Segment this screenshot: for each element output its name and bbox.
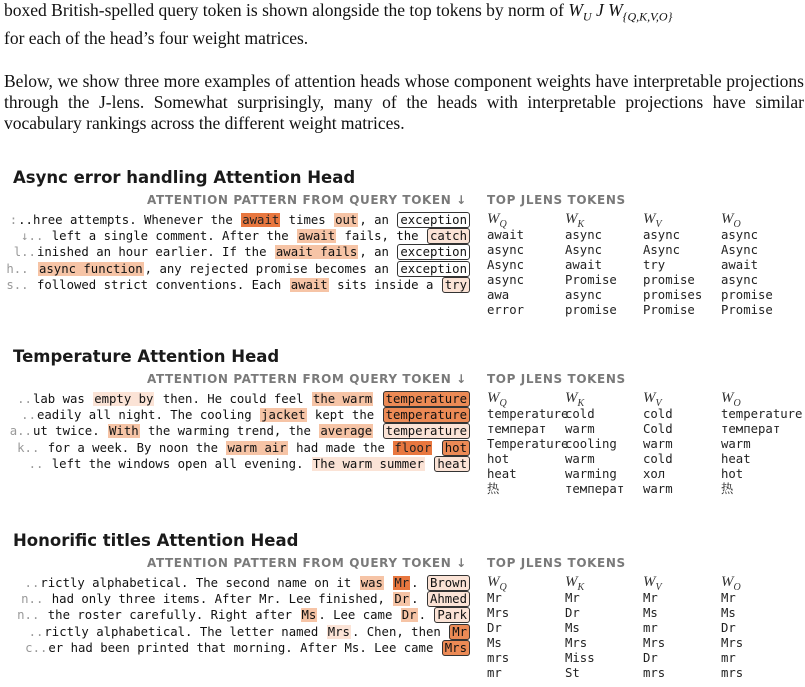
jlens-column bbox=[721, 210, 801, 318]
attention-row bbox=[0, 261, 470, 277]
jlens-token: Temperature bbox=[487, 437, 569, 451]
attention-row bbox=[0, 407, 470, 423]
jlens-token: температ bbox=[487, 422, 547, 436]
token: followed strict conventions. Each bbox=[29, 277, 289, 292]
token: Ms bbox=[301, 608, 317, 623]
token: With bbox=[109, 424, 139, 439]
token: for a week. By noon the bbox=[40, 440, 226, 455]
weight-label: $W_V$ bbox=[643, 390, 662, 409]
token: rictly alphabetical. The letter named bbox=[44, 624, 326, 639]
token bbox=[373, 424, 382, 438]
jlens-token: Dr bbox=[643, 651, 658, 665]
weight-label: $W_O$ bbox=[721, 574, 741, 593]
jlens-token: mr bbox=[487, 666, 502, 680]
jlens-column bbox=[487, 210, 567, 318]
jlens-token: hot bbox=[721, 467, 744, 481]
weight-label: $W_V$ bbox=[643, 211, 662, 230]
jlens-token: cold bbox=[565, 407, 595, 421]
token: Mrs bbox=[327, 624, 350, 639]
token: await bbox=[290, 277, 328, 292]
row-prefix: a.. bbox=[9, 424, 32, 439]
query-token: Ahmed bbox=[427, 591, 470, 607]
jlens-token: Mr bbox=[565, 591, 580, 605]
token bbox=[432, 441, 441, 455]
jlens-token: warm bbox=[721, 437, 751, 451]
token: Dr bbox=[401, 608, 417, 623]
jlens-token: Promise bbox=[721, 303, 773, 317]
jlens-token: temperature bbox=[487, 407, 569, 421]
token: , an bbox=[359, 213, 397, 227]
token bbox=[29, 262, 38, 276]
attention-row bbox=[0, 244, 470, 260]
attention-pattern-header: ATTENTION PATTERN FROM QUERY TOKEN ↓ bbox=[147, 372, 467, 386]
query-token: temperature bbox=[383, 423, 470, 439]
jlens-token: Miss bbox=[565, 651, 595, 665]
jlens-token: promises bbox=[643, 288, 703, 302]
token: . bbox=[411, 592, 426, 607]
token: sits inside a bbox=[329, 277, 441, 292]
token bbox=[425, 457, 434, 471]
jlens-token: температ bbox=[721, 422, 781, 436]
jlens-token: 热 bbox=[721, 482, 734, 496]
head-title: Temperature Attention Head bbox=[13, 347, 280, 366]
row-prefix: .. bbox=[17, 392, 32, 406]
token: The warm summer bbox=[312, 456, 424, 471]
query-token: Mr bbox=[449, 624, 470, 640]
jlens-token: Dr bbox=[721, 621, 736, 635]
jlens-token: async bbox=[643, 228, 681, 242]
weight-label: $W_Q$ bbox=[487, 574, 507, 593]
token: . Chen, then bbox=[351, 624, 449, 639]
jlens-token: Mr bbox=[721, 591, 736, 605]
row-prefix: .. bbox=[24, 576, 40, 590]
jlens-token: хол bbox=[643, 467, 666, 481]
row-prefix: n.. bbox=[21, 592, 44, 607]
row-prefix: l.. bbox=[13, 245, 36, 260]
attention-row bbox=[0, 624, 470, 640]
jlens-token: Mrs bbox=[565, 636, 588, 650]
row-prefix: h.. bbox=[6, 261, 29, 276]
weight-label: $W_K$ bbox=[565, 390, 585, 409]
jlens-token: cold bbox=[643, 452, 673, 466]
token: async function bbox=[38, 261, 143, 276]
query-token: Park bbox=[434, 607, 470, 623]
jlens-token: promise bbox=[721, 288, 773, 302]
jlens-token: async bbox=[721, 228, 759, 242]
query-token: exception bbox=[397, 244, 470, 260]
jlens-token: mrs bbox=[721, 666, 744, 680]
token: had only three items. After Mr. Lee finished, bbox=[44, 592, 393, 607]
jlens-column bbox=[643, 210, 723, 318]
token: out bbox=[335, 213, 358, 227]
attention-rows bbox=[0, 575, 470, 656]
token: inished an hour earlier. If the bbox=[36, 245, 274, 260]
jlens-token: температ bbox=[565, 482, 625, 496]
token: lab was bbox=[32, 392, 93, 406]
jlens-token: mr bbox=[643, 621, 658, 635]
token: had made the bbox=[288, 440, 393, 455]
token: times bbox=[281, 213, 334, 227]
query-token: heat bbox=[434, 456, 470, 472]
attention-row bbox=[0, 591, 470, 607]
jlens-token: Ms bbox=[721, 606, 736, 620]
token: , an bbox=[359, 245, 397, 260]
jlens-token: Async bbox=[487, 258, 525, 272]
attention-row bbox=[0, 640, 470, 656]
jlens-token: cooling bbox=[565, 437, 617, 451]
query-token: temperature bbox=[383, 407, 470, 423]
jlens-token: async bbox=[487, 243, 525, 257]
jlens-column bbox=[721, 389, 801, 497]
intro-text bbox=[4, 0, 804, 134]
row-prefix: .. bbox=[21, 408, 36, 423]
token: . bbox=[411, 576, 426, 590]
jlens-token: async bbox=[565, 288, 603, 302]
jlens-token: Promise bbox=[565, 273, 617, 287]
jlens-column bbox=[565, 210, 645, 318]
jlens-token: Ms bbox=[487, 636, 502, 650]
jlens-token: mr bbox=[721, 651, 736, 665]
jlens-token: async bbox=[721, 273, 759, 287]
jlens-token: heat bbox=[721, 452, 751, 466]
jlens-column bbox=[565, 389, 645, 497]
token: Dr bbox=[394, 592, 410, 607]
jlens-token: Dr bbox=[487, 621, 502, 635]
jlens-token: Mr bbox=[487, 591, 502, 605]
jlens-token: async bbox=[487, 273, 525, 287]
query-token: hot bbox=[442, 440, 470, 456]
jlens-token: Ms bbox=[643, 606, 658, 620]
jlens-token: await bbox=[721, 258, 759, 272]
query-token: Brown bbox=[427, 575, 470, 591]
jlens-token: hot bbox=[487, 452, 510, 466]
jlens-token: promise bbox=[565, 303, 617, 317]
token: . bbox=[418, 608, 434, 623]
jlens-token: warm bbox=[565, 452, 595, 466]
token: rictly alphabetical. The second name on it bbox=[40, 576, 359, 590]
jlens-token: temperature bbox=[721, 407, 803, 421]
row-prefix: k.. bbox=[17, 440, 40, 455]
jlens-column bbox=[487, 389, 567, 497]
intro-paragraph-2: Below, we show three more examples of attention heads whose component weights have interpretable projections through the J-lens. Somewhat surprisingly, many of the heads with interpretable projections have similar vocabulary rankings across the different weight matrices. bbox=[4, 70, 804, 133]
jlens-token: warming bbox=[565, 467, 617, 481]
token: . Lee came bbox=[318, 608, 400, 623]
jlens-token: Promise bbox=[643, 303, 695, 317]
attention-row bbox=[0, 391, 470, 407]
weight-label: $W_K$ bbox=[565, 574, 585, 593]
token: floor bbox=[394, 440, 432, 455]
token: the warm bbox=[312, 392, 373, 406]
attention-row bbox=[0, 228, 470, 244]
row-prefix: .. bbox=[28, 624, 44, 639]
row-prefix: .. bbox=[28, 456, 44, 471]
jlens-token: heat bbox=[487, 467, 517, 481]
query-token: exception bbox=[397, 261, 470, 277]
token: jacket bbox=[261, 408, 306, 423]
token: ..hree attempts. Whenever the bbox=[18, 213, 241, 227]
token: left the windows open all evening. bbox=[44, 456, 311, 471]
attention-rows bbox=[0, 212, 470, 293]
token: then. He could feel bbox=[155, 392, 311, 406]
jlens-token: Cold bbox=[643, 422, 673, 436]
token: , any rejected promise becomes an bbox=[144, 261, 397, 276]
token: kept the bbox=[307, 408, 382, 423]
token: the warming trend, the bbox=[140, 424, 319, 439]
weight-label: $W_O$ bbox=[721, 390, 741, 409]
jlens-token: St bbox=[565, 666, 580, 680]
intro-p1-line2: for each of the head’s four weight matrices. bbox=[4, 27, 309, 48]
token: warm air bbox=[227, 440, 287, 455]
weight-label: $W_O$ bbox=[721, 211, 741, 230]
attention-row bbox=[0, 212, 470, 228]
jlens-token: 热 bbox=[487, 482, 500, 496]
jlens-token: warm bbox=[643, 482, 673, 496]
token: fails, the bbox=[337, 229, 426, 244]
token: eadily all night. The cooling bbox=[36, 408, 260, 423]
intro-math: $W_U$ J $W_{\{Q,K,V,O\}}$ bbox=[568, 0, 673, 24]
jlens-header: TOP JLENS TOKENS bbox=[487, 372, 626, 386]
attention-row bbox=[0, 575, 470, 591]
token: empty by bbox=[94, 392, 154, 406]
token: the roster carefully. Right after bbox=[40, 608, 300, 623]
jlens-column bbox=[643, 389, 723, 497]
jlens-header: TOP JLENS TOKENS bbox=[487, 556, 626, 570]
token: await bbox=[242, 213, 280, 227]
attention-rows bbox=[0, 391, 470, 472]
token: await bbox=[298, 229, 336, 244]
jlens-token: Async bbox=[565, 243, 603, 257]
row-prefix: n.. bbox=[17, 608, 40, 623]
row-prefix: ↓.. bbox=[21, 229, 44, 244]
attention-row bbox=[0, 456, 470, 472]
jlens-token: mrs bbox=[487, 651, 510, 665]
token: ut twice. bbox=[32, 424, 108, 439]
jlens-token: error bbox=[487, 303, 525, 317]
query-token: try bbox=[442, 277, 470, 293]
token: average bbox=[320, 424, 373, 439]
attention-row bbox=[0, 423, 470, 439]
jlens-token: Async bbox=[643, 243, 681, 257]
jlens-token: Mr bbox=[643, 591, 658, 605]
query-token: exception bbox=[397, 212, 470, 228]
token: left a single comment. After the bbox=[44, 229, 297, 244]
query-token: catch bbox=[427, 228, 470, 244]
jlens-column bbox=[487, 573, 567, 681]
token bbox=[384, 576, 393, 590]
jlens-token: Mrs bbox=[487, 606, 510, 620]
weight-label: $W_Q$ bbox=[487, 390, 507, 409]
jlens-column bbox=[721, 573, 801, 681]
jlens-token: cold bbox=[643, 407, 673, 421]
jlens-token: promise bbox=[643, 273, 695, 287]
token: was bbox=[360, 576, 383, 590]
jlens-token: mrs bbox=[643, 666, 666, 680]
jlens-header: TOP JLENS TOKENS bbox=[487, 193, 626, 207]
weight-label: $W_K$ bbox=[565, 211, 585, 230]
token bbox=[373, 392, 382, 406]
head-title: Honorific titles Attention Head bbox=[13, 531, 299, 550]
token: er had been printed that morning. After Ms. Lee came bbox=[48, 640, 441, 655]
token: Mr bbox=[394, 576, 410, 590]
weight-label: $W_Q$ bbox=[487, 211, 507, 230]
jlens-token: warm bbox=[643, 437, 673, 451]
jlens-token: Mrs bbox=[721, 636, 744, 650]
jlens-token: Ms bbox=[565, 621, 580, 635]
jlens-token: async bbox=[565, 228, 603, 242]
row-prefix: s.. bbox=[6, 277, 29, 292]
jlens-token: Async bbox=[721, 243, 759, 257]
attention-row bbox=[0, 440, 470, 456]
weight-label: $W_V$ bbox=[643, 574, 662, 593]
token: await fails bbox=[275, 245, 358, 260]
head-title: Async error handling Attention Head bbox=[13, 168, 356, 187]
jlens-token: Mrs bbox=[643, 636, 666, 650]
query-token: temperature bbox=[383, 391, 470, 407]
attention-row bbox=[0, 277, 470, 293]
jlens-token: await bbox=[565, 258, 603, 272]
jlens-token: warm bbox=[565, 422, 595, 436]
jlens-token: awa bbox=[487, 288, 510, 302]
jlens-column bbox=[643, 573, 723, 681]
attention-pattern-header: ATTENTION PATTERN FROM QUERY TOKEN ↓ bbox=[147, 556, 467, 570]
row-prefix: : bbox=[9, 213, 18, 227]
attention-row bbox=[0, 607, 470, 623]
row-prefix: c.. bbox=[25, 640, 48, 655]
jlens-column bbox=[565, 573, 645, 681]
intro-p1-text: boxed British-spelled query token is shown alongside the top tokens by norm of bbox=[4, 0, 564, 20]
query-token: Mrs bbox=[442, 640, 470, 656]
jlens-token: Dr bbox=[565, 606, 580, 620]
jlens-token: try bbox=[643, 258, 666, 272]
intro-paragraph-1 bbox=[4, 0, 804, 49]
attention-pattern-header: ATTENTION PATTERN FROM QUERY TOKEN ↓ bbox=[147, 193, 467, 207]
jlens-token: await bbox=[487, 228, 525, 242]
